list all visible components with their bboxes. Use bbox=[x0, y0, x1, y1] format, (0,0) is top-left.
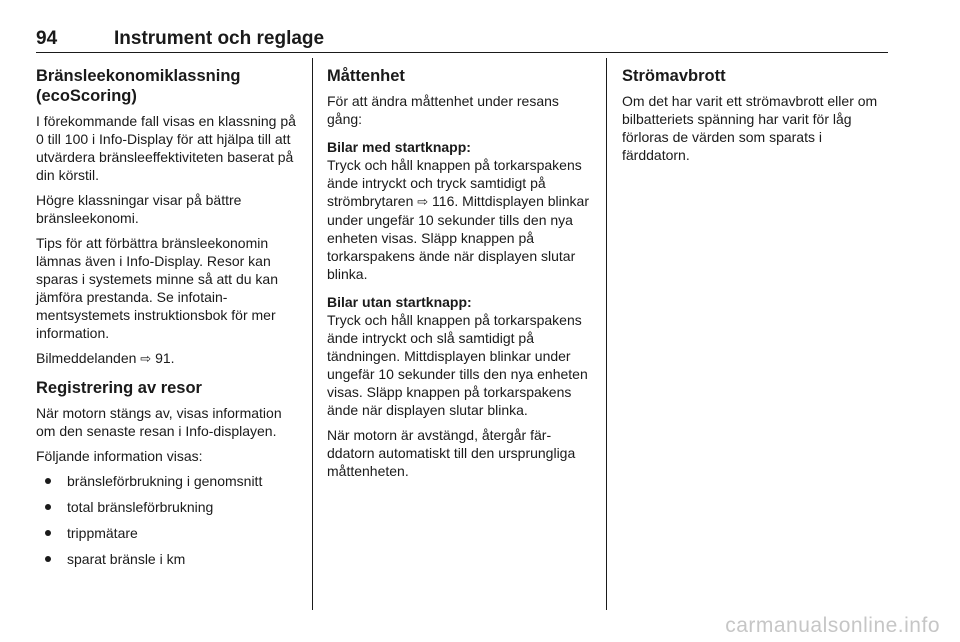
cross-reference-arrow-icon[interactable]: ⇨ bbox=[417, 194, 429, 209]
power-loss-heading: Strömavbrott bbox=[622, 67, 726, 85]
page-header bbox=[36, 28, 888, 50]
eco-ref-text: Bilmeddelanden bbox=[36, 350, 137, 366]
page-number: 94 bbox=[36, 28, 58, 49]
list-item: bränsleförbrukning i genomsnitt bbox=[36, 472, 298, 490]
column-divider-1 bbox=[312, 58, 313, 610]
trip-paragraph-1: När motorn stängs av, visas information om den senaste resan i Info-displayen. bbox=[36, 405, 282, 439]
with-start-button-text: Tryck och håll knappen på torkarspakens ände intryckt och tryck samtidigt på strömbrytaren ⇨ 116. Mittdisplayen blinkar under ungefär 10 sekunder tills den nya enheten visas. Släpp knappen på torkarspakens ände när displayen slutar blinka. bbox=[327, 157, 589, 282]
bullet-dot-icon bbox=[45, 556, 51, 562]
without-start-button-text: Tryck och håll knappen på torkarspakens ände intryckt och slå samtidigt på tändningen. Mittdisplayen blinkar under ungefär 10 sekunder tills den nya enheten visas. Släpp knappen på torkarspakens ände när displayen slutar blinka. bbox=[327, 312, 588, 418]
cross-reference-arrow-icon: ⇨ bbox=[140, 351, 152, 366]
eco-ref-page: 91. bbox=[155, 350, 175, 366]
list-item: trippmätare bbox=[36, 524, 298, 542]
bullet-dot-icon bbox=[45, 478, 51, 484]
with-start-button-heading: Bilar med startknapp: bbox=[327, 139, 471, 155]
engine-off-text: När motorn är avstängd, återgår färddatorn automatiskt till den ursprungliga måttenheten. bbox=[327, 427, 576, 479]
running-title: Instrument och reglage bbox=[114, 28, 325, 49]
trip-info-list bbox=[36, 472, 298, 568]
start-button-ref-page[interactable]: 116. bbox=[432, 193, 459, 209]
column-divider-2 bbox=[606, 58, 607, 610]
bullet-dot-icon bbox=[45, 504, 51, 510]
unit-heading: Måttenhet bbox=[327, 67, 405, 85]
trip-paragraph-2: Följande information visas: bbox=[36, 448, 203, 464]
eco-paragraph-1: I förekommande fall visas en klassning på 0 till 100 i Info-Display för att hjälpa till att utvärdera bränsleeffektiviteten baserat på din körstil. bbox=[36, 113, 296, 183]
column-left bbox=[36, 66, 298, 576]
eco-paragraph-3: Tips för att förbättra bränsleekonomin lämnas även i Info-Display. Resor kan sparas i systemets minne så att du kan jämföra prestanda. Se infotainmentsystemets instruktionsbok för mer information. bbox=[36, 235, 278, 341]
unit-intro: För att ändra måttenhet under resans gång: bbox=[327, 93, 559, 127]
without-start-button-heading: Bilar utan startknapp: bbox=[327, 294, 472, 310]
column-right bbox=[622, 66, 888, 171]
eco-cross-reference[interactable] bbox=[36, 349, 298, 368]
eco-scoring-heading: Bränsleekonomiklassning (ecoScoring) bbox=[36, 67, 241, 105]
eco-paragraph-2: Högre klassningar visar på bättre bränsleekonomi. bbox=[36, 192, 242, 226]
column-middle bbox=[327, 66, 592, 487]
watermark: carmanualsonline.info bbox=[725, 614, 940, 637]
list-item: sparat bränsle i km bbox=[36, 550, 298, 568]
header-rule bbox=[36, 52, 888, 53]
trip-recording-heading: Registrering av resor bbox=[36, 379, 202, 397]
bullet-dot-icon bbox=[45, 530, 51, 536]
power-loss-text: Om det har varit ett strömavbrott eller om bilbatteriets spänning har varit för låg förloras de värden som sparats i färddatorn. bbox=[622, 93, 878, 163]
list-item: total bränsleförbrukning bbox=[36, 498, 298, 516]
